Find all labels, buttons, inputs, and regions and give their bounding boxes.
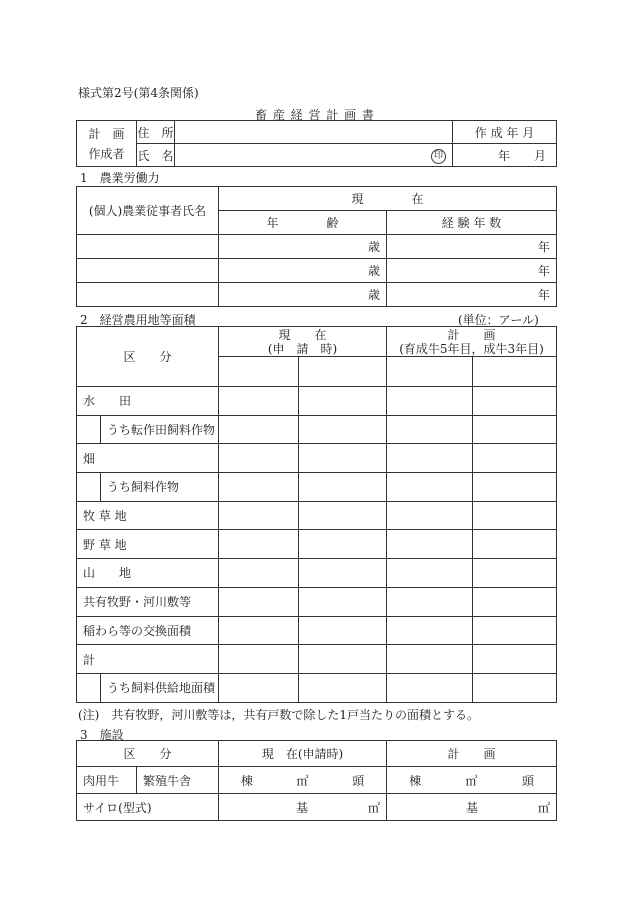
seal-icon: 印 (431, 149, 446, 164)
worker-name-cell[interactable] (77, 283, 219, 307)
land-category-label: 共有牧野・河川敷等 (77, 587, 219, 616)
land-category-label: 水 田 (77, 387, 219, 416)
silo-plan-cell[interactable]: 基 ㎡ (387, 794, 557, 821)
area-cell[interactable] (299, 530, 387, 559)
land-plan-header: 計 画 (育成牛5年目，成牛3年目) (387, 327, 557, 357)
table-row (77, 387, 557, 416)
land-note: (注) 共有牧野，河川敷等は，共有戸数で除した1戸当たりの面積とする。 (78, 708, 480, 722)
area-cell[interactable] (473, 616, 557, 645)
creator-table (76, 120, 557, 167)
blank-cell[interactable] (299, 357, 387, 387)
table-row (77, 283, 557, 307)
creator-label: 計 画 作成者 (77, 121, 137, 167)
land-category-label: うち転作田飼料作物 (101, 415, 219, 444)
age-cell[interactable]: 歳 (219, 283, 387, 307)
area-cell[interactable] (387, 673, 473, 702)
created-date-label: 作 成 年 月 (453, 121, 557, 144)
breeding-barn-label: 繁殖牛舎 (137, 767, 219, 794)
blank-cell[interactable] (473, 357, 557, 387)
beef-cattle-label: 肉用牛 (77, 767, 137, 794)
indent-spacer (77, 473, 101, 502)
current-header: 現 在 (219, 187, 557, 211)
address-field[interactable] (175, 121, 453, 144)
silo-label: サイロ(型式) (77, 794, 219, 821)
area-cell[interactable] (299, 415, 387, 444)
area-cell[interactable] (387, 501, 473, 530)
area-cell[interactable] (299, 559, 387, 588)
area-cell[interactable] (387, 616, 473, 645)
area-cell[interactable] (299, 587, 387, 616)
land-category-label: 畑 (77, 444, 219, 473)
area-cell[interactable] (299, 616, 387, 645)
area-cell[interactable] (473, 587, 557, 616)
indent-spacer (77, 415, 101, 444)
area-cell[interactable] (473, 530, 557, 559)
area-cell[interactable] (473, 501, 557, 530)
area-cell[interactable] (299, 501, 387, 530)
section2-unit: (単位：アール) (458, 313, 539, 327)
land-category-label: 稲わら等の交換面積 (77, 616, 219, 645)
area-cell[interactable] (387, 587, 473, 616)
land-category-label: 計 (77, 645, 219, 674)
land-current-header: 現 在 (申 請 時) (219, 327, 387, 357)
area-cell[interactable] (219, 559, 299, 588)
worker-name-header: (個人)農業従事者氏名 (77, 187, 219, 235)
area-cell[interactable] (219, 587, 299, 616)
labor-table (76, 186, 557, 307)
facility-plan-header: 計 画 (387, 741, 557, 767)
section3-heading: 3 施設 (80, 728, 124, 742)
area-cell[interactable] (219, 501, 299, 530)
land-category-label: うち飼料供給地面積 (101, 673, 219, 702)
section2-heading: 2 経営農用地等面積 (80, 313, 196, 327)
document-title: 畜 産 経 営 計 画 書 (255, 108, 375, 122)
area-cell[interactable] (299, 473, 387, 502)
name-field[interactable] (175, 144, 453, 167)
area-cell[interactable] (387, 473, 473, 502)
area-cell[interactable] (473, 559, 557, 588)
area-cell[interactable] (219, 530, 299, 559)
table-row (77, 559, 557, 588)
form-number: 様式第2号(第4条関係) (78, 86, 199, 100)
area-cell[interactable] (219, 645, 299, 674)
land-table (76, 326, 557, 703)
area-cell[interactable] (387, 444, 473, 473)
area-cell[interactable] (219, 387, 299, 416)
area-cell[interactable] (473, 444, 557, 473)
worker-name-cell[interactable] (77, 259, 219, 283)
area-cell[interactable] (219, 415, 299, 444)
facility-category-header: 区 分 (77, 741, 219, 767)
facility-current-header: 現 在(申請時) (219, 741, 387, 767)
area-cell[interactable] (219, 673, 299, 702)
area-cell[interactable] (473, 473, 557, 502)
address-label: 住 所 (137, 121, 175, 144)
area-cell[interactable] (387, 559, 473, 588)
blank-cell[interactable] (219, 357, 299, 387)
table-row (77, 616, 557, 645)
barn-plan-cell[interactable]: 棟 ㎡ 頭 (387, 767, 557, 794)
area-cell[interactable] (219, 473, 299, 502)
area-cell[interactable] (387, 530, 473, 559)
section1-heading: 1 農業労働力 (80, 171, 160, 185)
blank-cell[interactable] (387, 357, 473, 387)
area-cell[interactable] (299, 444, 387, 473)
table-row (77, 259, 557, 283)
area-cell[interactable] (387, 415, 473, 444)
table-row (77, 587, 557, 616)
area-cell[interactable] (473, 645, 557, 674)
experience-cell[interactable]: 年 (387, 259, 557, 283)
table-row (77, 673, 557, 702)
table-row (77, 501, 557, 530)
table-row (77, 415, 557, 444)
table-row (77, 444, 557, 473)
land-rows (77, 387, 557, 703)
table-row (77, 235, 557, 259)
land-category-label: 山 地 (77, 559, 219, 588)
table-row (77, 645, 557, 674)
worker-name-cell[interactable] (77, 235, 219, 259)
facility-table (76, 740, 557, 821)
area-cell[interactable] (219, 444, 299, 473)
age-cell[interactable]: 歳 (219, 259, 387, 283)
name-label: 氏 名 (137, 144, 175, 167)
table-row (77, 473, 557, 502)
land-category-label: 牧 草 地 (77, 501, 219, 530)
area-cell[interactable] (473, 415, 557, 444)
area-cell[interactable] (219, 616, 299, 645)
experience-header: 経 験 年 数 (387, 211, 557, 235)
area-cell[interactable] (387, 387, 473, 416)
barn-current-cell[interactable]: 棟 ㎡ 頭 (219, 767, 387, 794)
area-cell[interactable] (473, 387, 557, 416)
area-cell[interactable] (387, 645, 473, 674)
land-category-label: 野 草 地 (77, 530, 219, 559)
category-header: 区 分 (77, 327, 219, 387)
age-cell[interactable]: 歳 (219, 235, 387, 259)
age-header: 年 齢 (219, 211, 387, 235)
table-row (77, 530, 557, 559)
created-date-field[interactable]: 年 月 (453, 144, 557, 167)
experience-cell[interactable]: 年 (387, 235, 557, 259)
area-cell[interactable] (299, 673, 387, 702)
indent-spacer (77, 673, 101, 702)
land-category-label: うち飼料作物 (101, 473, 219, 502)
area-cell[interactable] (473, 673, 557, 702)
area-cell[interactable] (299, 387, 387, 416)
silo-current-cell[interactable]: 基 ㎡ (219, 794, 387, 821)
area-cell[interactable] (299, 645, 387, 674)
experience-cell[interactable]: 年 (387, 283, 557, 307)
